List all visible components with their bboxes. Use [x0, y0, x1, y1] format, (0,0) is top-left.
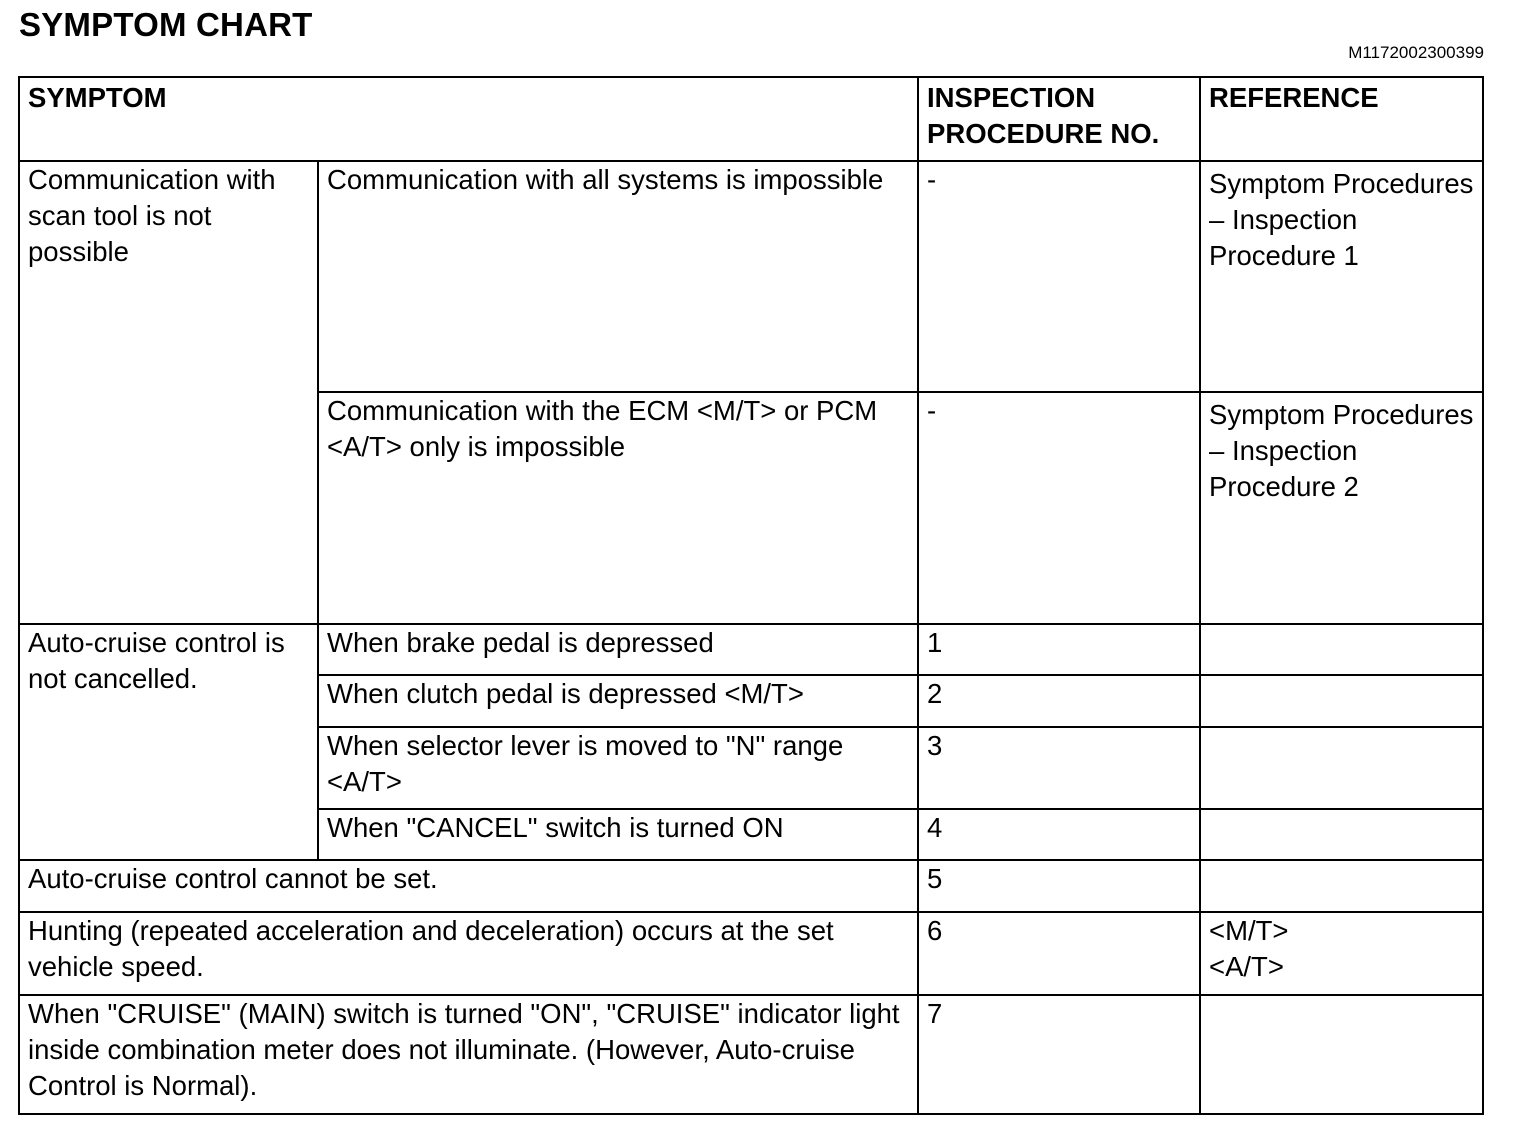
header-row: [19, 77, 1483, 161]
table-row: [19, 995, 1483, 1114]
reference-cell: [1200, 809, 1483, 860]
reference-cell: [1200, 727, 1483, 809]
table-row: [19, 161, 1483, 392]
reference-cell: [1200, 912, 1483, 995]
header-symptom: SYMPTOM: [19, 77, 918, 161]
reference-link-mt[interactable]: <M/T>: [1209, 915, 1289, 946]
document-id: M1172002300399: [1348, 43, 1484, 62]
symptom-cell: When "CRUISE" (MAIN) switch is turned "ON", "CRUISE" indicator light inside combination meter does not illuminate. (However, Auto-cruise Control is Normal).: [19, 995, 918, 1114]
header-inspection-procedure-no: INSPECTION PROCEDURE NO.: [918, 77, 1200, 161]
table-row: [19, 624, 1483, 675]
reference-cell: [1200, 624, 1483, 675]
reference-cell: Symptom Procedures – Inspection Procedure 2: [1200, 392, 1483, 624]
procedure-no-cell: 1: [918, 624, 1200, 675]
symptom-detail-cell: Communication with all systems is impossible: [318, 161, 918, 392]
header-reference: REFERENCE: [1200, 77, 1483, 161]
procedure-no-cell: 3: [918, 727, 1200, 809]
procedure-no-cell: 5: [918, 860, 1200, 912]
procedure-no-cell: -: [918, 161, 1200, 392]
page-title: SYMPTOM CHART: [19, 6, 313, 43]
symptom-detail-cell: When selector lever is moved to "N" range <A/T>: [318, 727, 918, 809]
reference-cell: [1200, 995, 1483, 1114]
table-row: [19, 860, 1483, 912]
reference-link-at[interactable]: <A/T>: [1209, 951, 1284, 982]
symptom-detail-cell: When clutch pedal is depressed <M/T>: [318, 675, 918, 727]
symptom-cell: Hunting (repeated acceleration and deceleration) occurs at the set vehicle speed.: [19, 912, 918, 995]
reference-cell: Symptom Procedures – Inspection Procedure 1: [1200, 161, 1483, 392]
symptom-cell: Auto-cruise control cannot be set.: [19, 860, 918, 912]
symptom-detail-cell: When "CANCEL" switch is turned ON: [318, 809, 918, 860]
procedure-no-cell: 2: [918, 675, 1200, 727]
procedure-no-cell: 4: [918, 809, 1200, 860]
table-row: [19, 912, 1483, 995]
symptom-group-cell: Communication with scan tool is not possible: [19, 161, 318, 624]
reference-cell: [1200, 860, 1483, 912]
reference-cell: [1200, 675, 1483, 727]
symptom-detail-cell: Communication with the ECM <M/T> or PCM <A/T> only is impossible: [318, 392, 918, 624]
procedure-no-cell: 7: [918, 995, 1200, 1114]
procedure-no-cell: 6: [918, 912, 1200, 995]
symptom-chart-table: [18, 76, 1484, 1115]
procedure-no-cell: -: [918, 392, 1200, 624]
symptom-group-cell: Auto-cruise control is not cancelled.: [19, 624, 318, 860]
symptom-detail-cell: When brake pedal is depressed: [318, 624, 918, 675]
